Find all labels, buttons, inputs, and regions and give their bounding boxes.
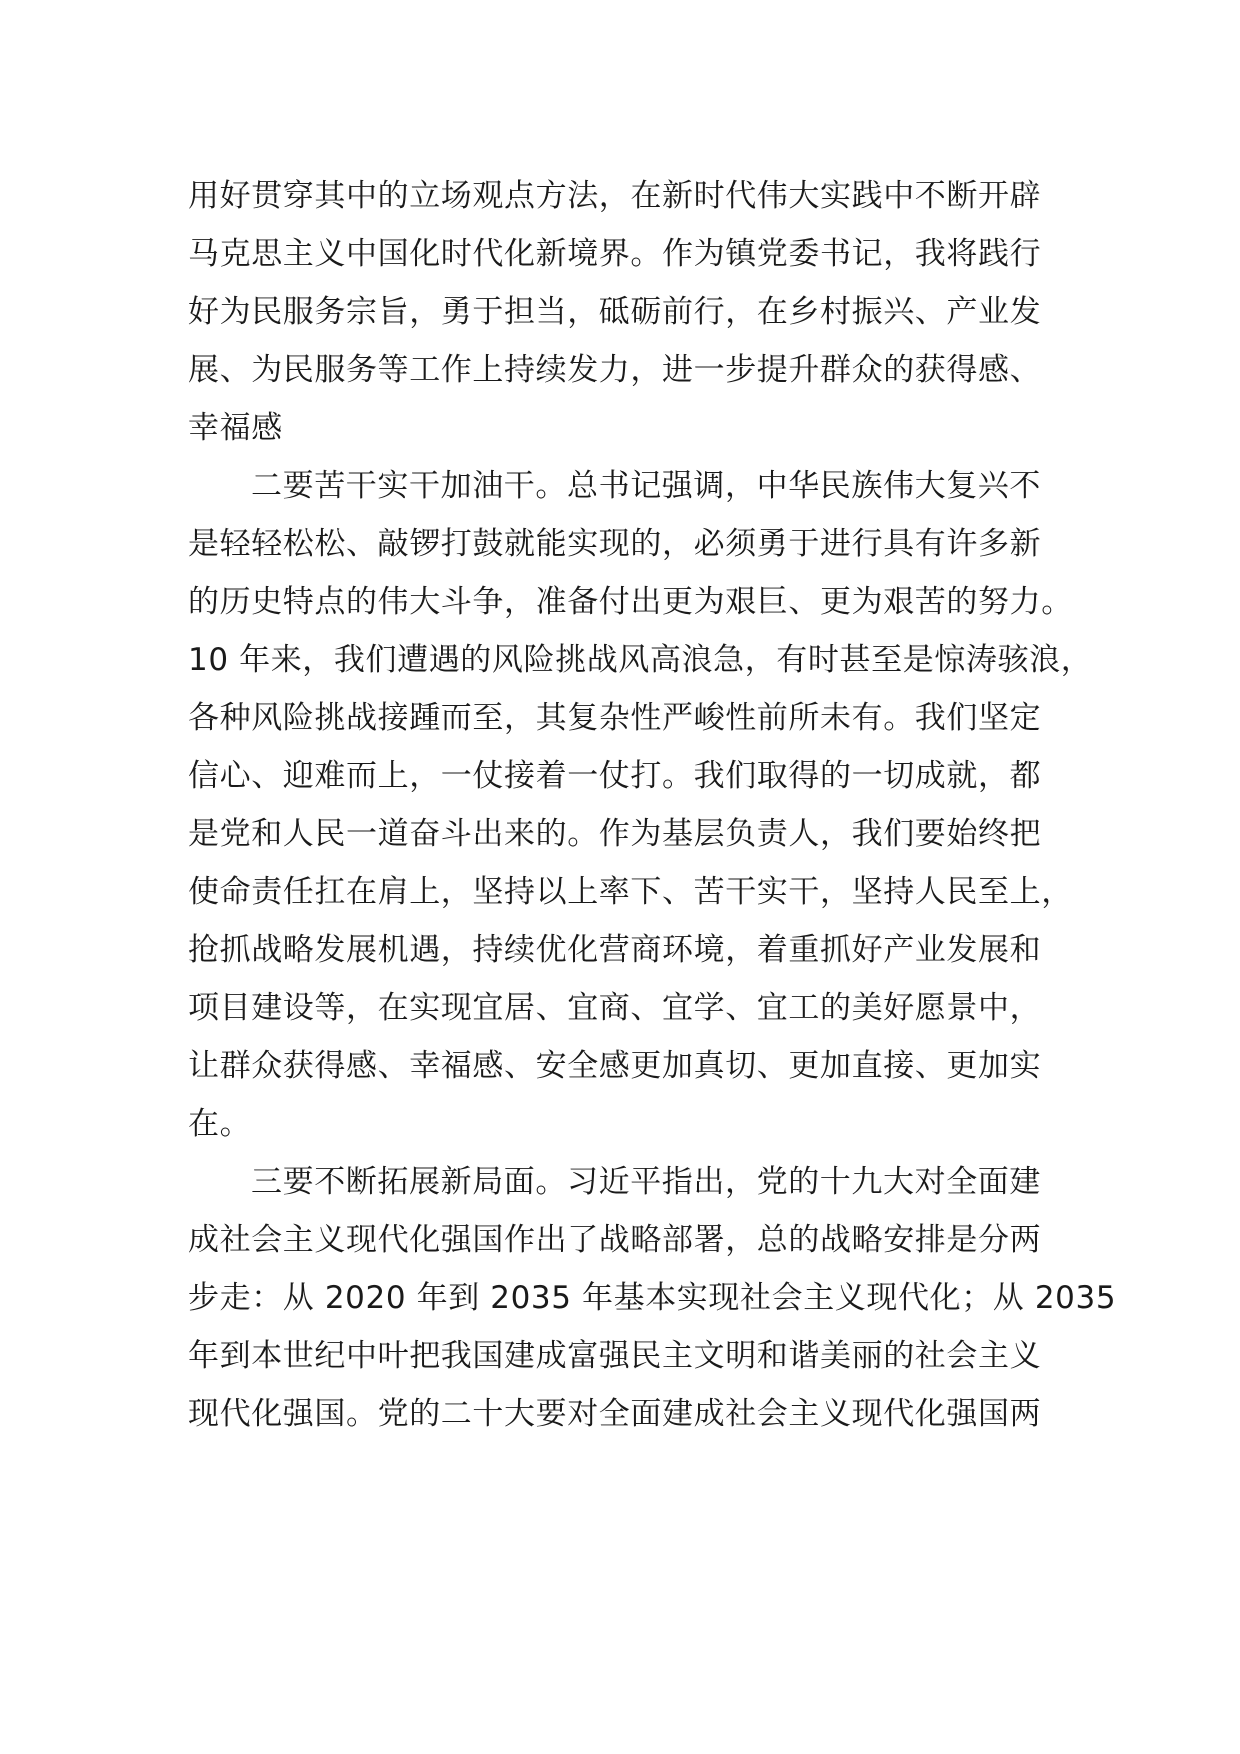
text-line: 让群众获得感、幸福感、安全感更加真切、更加直接、更加实 [188, 1048, 1042, 1084]
text-line: 好为民服务宗旨，勇于担当，砥砺前行，在乡村振兴、产业发 [188, 294, 1042, 330]
text-line: 信心、迎难而上，一仗接着一仗打。我们取得的一切成就，都 [188, 758, 1042, 794]
text-line: 抢抓战略发展机遇，持续优化营商环境，着重抓好产业发展和 [188, 932, 1042, 968]
text-line: 幸福感 [188, 410, 283, 446]
text-line: 展、为民服务等工作上持续发力，进一步提升群众的获得感、 [188, 352, 1042, 388]
text-line: 是轻轻松松、敲锣打鼓就能实现的，必须勇于进行具有许多新 [188, 526, 1042, 562]
text-line: 的历史特点的伟大斗争，准备付出更为艰巨、更为艰苦的努力。 [188, 584, 1073, 620]
text-line: 10 年来，我们遭遇的风险挑战风高浪急，有时甚至是惊涛骇浪， [188, 642, 1093, 678]
paragraph-start-line: 二要苦干实干加油干。总书记强调，中华民族伟大复兴不 [251, 468, 1041, 504]
text-line: 现代化强国。党的二十大要对全面建成社会主义现代化强国两 [188, 1396, 1042, 1432]
text-line: 成社会主义现代化强国作出了战略部署，总的战略安排是分两 [188, 1222, 1042, 1258]
text-line: 用好贯穿其中的立场观点方法，在新时代伟大实践中不断开辟 [188, 178, 1042, 214]
text-line: 在。 [188, 1106, 252, 1142]
text-line: 年到本世纪中叶把我国建成富强民主文明和谐美丽的社会主义 [188, 1338, 1042, 1374]
text-line: 马克思主义中国化时代化新境界。作为镇党委书记，我将践行 [188, 236, 1042, 272]
paragraph-start-line: 三要不断拓展新局面。习近平指出，党的十九大对全面建 [251, 1164, 1041, 1200]
text-line: 使命责任扛在肩上，坚持以上率下、苦干实干，坚持人民至上， [188, 874, 1073, 910]
text-line: 是党和人民一道奋斗出来的。作为基层负责人，我们要始终把 [188, 816, 1042, 852]
text-line: 项目建设等，在实现宜居、宜商、宜学、宜工的美好愿景中， [188, 990, 1042, 1026]
text-line: 步走：从 2020 年到 2035 年基本实现社会主义现代化；从 2035 [188, 1280, 1117, 1316]
text-line: 各种风险挑战接踵而至，其复杂性严峻性前所未有。我们坚定 [188, 700, 1042, 736]
